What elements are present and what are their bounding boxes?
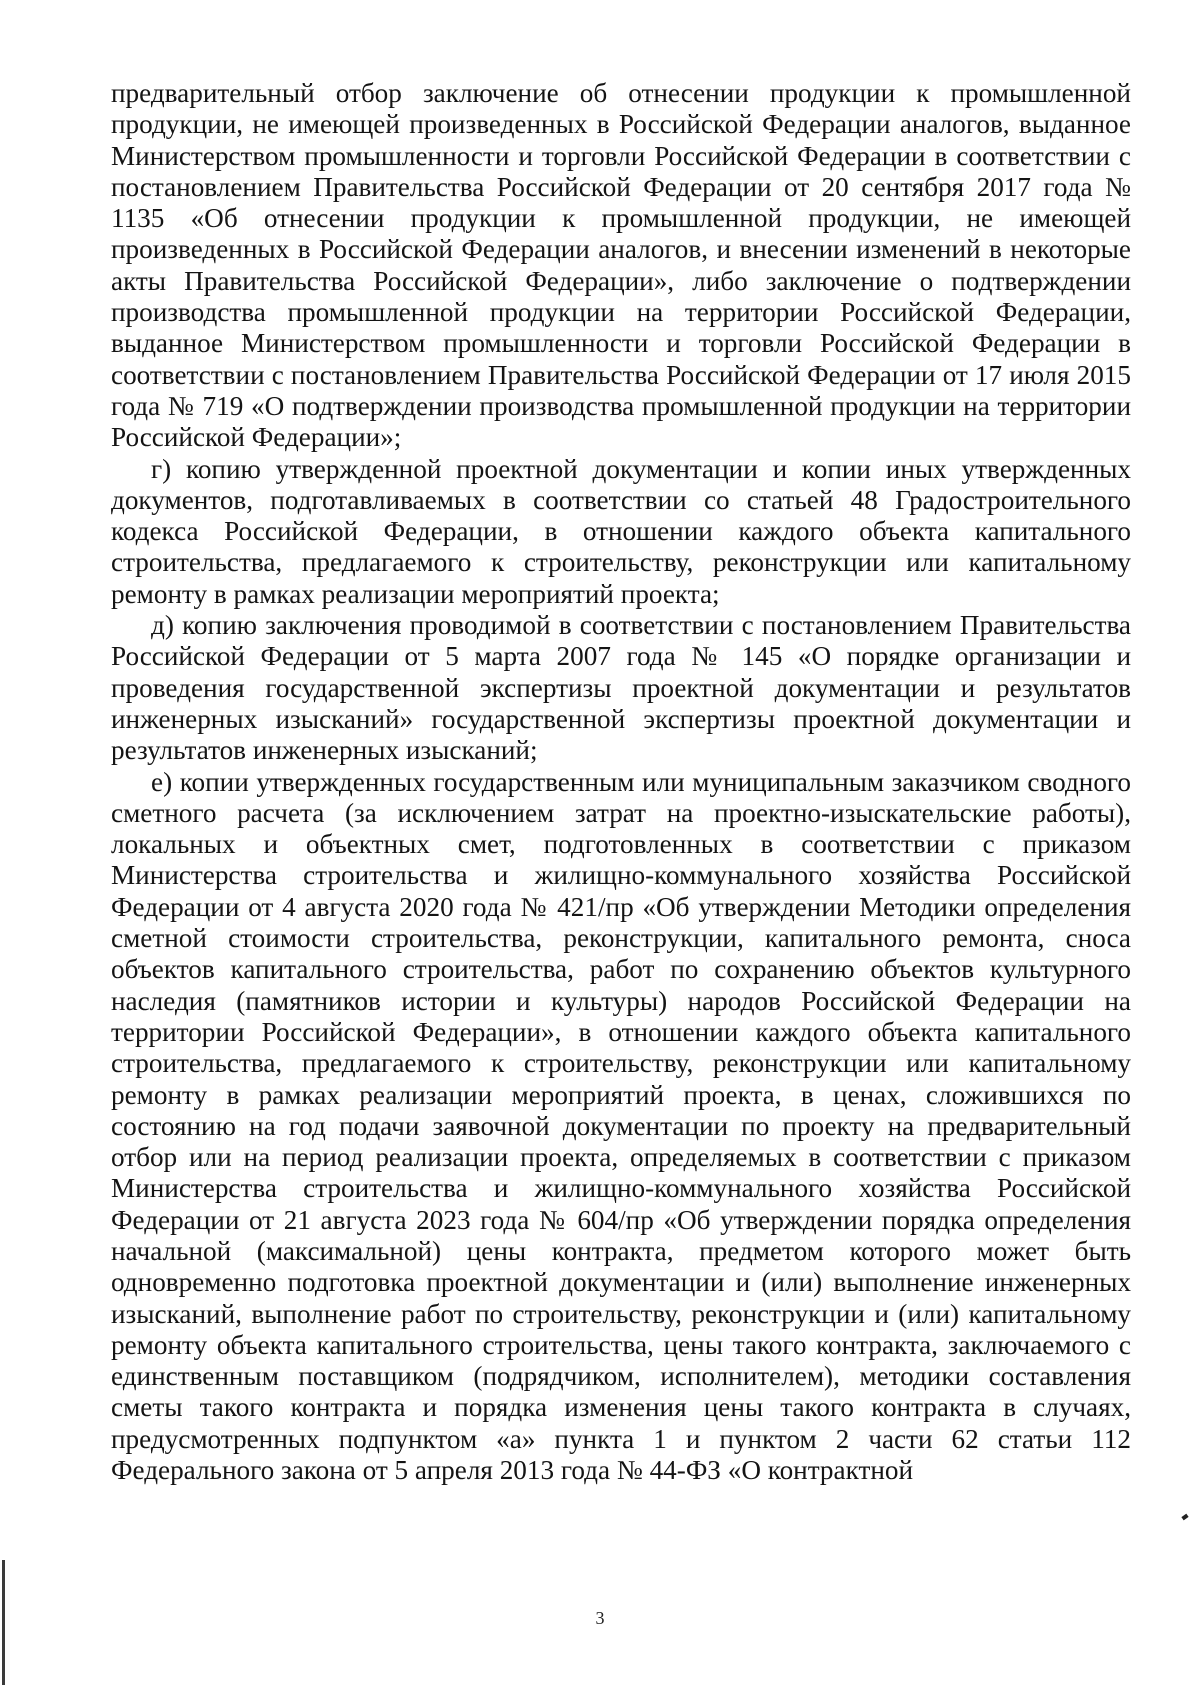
paragraph-continuation: предварительный отбор заключение об отнесении продукции к промышленной продукции, не имеющей произведенных в Российской Федерации аналогов, выданное Министерством промышленности и торговли Российской Федерации в соответствии с постановлением Правительства Российской Федерации от 20 сентября 2017 года № 1135 «Об отнесении продукции к промышленной продукции, не имеющей произведенных в Российской Федерации аналогов, и внесении изменений в некоторые акты Правительства Российской Федерации», либо заключение о подтверждении производства промышленной продукции на территории Российской Федерации, выданное Министерством промышленности и торговли Российской Федерации в соответствии с постановлением Правительства Российской Федерации от 17 июля 2015 года № 719 «О подтверждении производства промышленной продукции на территории Российской Федерации»; xyxy=(111,78,1131,453)
scan-speck-mark xyxy=(1181,1514,1188,1521)
page-number: 3 xyxy=(595,1608,605,1628)
paragraph-item-d: д) копию заключения проводимой в соответствии с постановлением Правительства Российской Федерации от 5 марта 2007 года № 145 «О порядке организации и проведения государственной экспертизы проектной документации и результатов инженерных изысканий» государственной экспертизы проектной документации и результатов инженерных изысканий; xyxy=(111,610,1131,766)
document-body xyxy=(111,78,1131,1486)
paragraph-item-g: г) копию утвержденной проектной документации и копии иных утвержденных документов, подготавливаемых в соответствии со статьей 48 Градостроительного кодекса Российской Федерации, в отношении каждого объекта капитального строительства, предлагаемого к строительству, реконструкции или капитальному ремонту в рамках реализации мероприятий проекта; xyxy=(111,453,1131,609)
paragraph-item-e: е) копии утвержденных государственным или муниципальным заказчиком сводного сметного расчета (за исключением затрат на проектно-изыскательские работы), локальных и объектных смет, подготовленных в соответствии с приказом Министерства строительства и жилищно-коммунального хозяйства Российской Федерации от 4 августа 2020 года № 421/пр «Об утверждении Методики определения сметной стоимости строительства, реконструкции, капитального ремонта, сноса объектов капитального строительства, работ по сохранению объектов культурного наследия (памятников истории и культуры) народов Российской Федерации на территории Российской Федерации», в отношении каждого объекта капитального строительства, предлагаемого к строительству, реконструкции или капитальному ремонту в рамках реализации мероприятий проекта, в ценах, сложившихся по состоянию на год подачи заявочной документации по проекту на предварительный отбор или на период реализации проекта, определяемых в соответствии с приказом Министерства строительства и жилищно-коммунального хозяйства Российской Федерации от 21 августа 2023 года № 604/пр «Об утверждении порядка определения начальной (максимальной) цены контракта, предметом которого может быть одновременно подготовка проектной документации и (или) выполнение инженерных изысканий, выполнение работ по строительству, реконструкции и (или) капитальному ремонту объекта капитального строительства, цены такого контракта, заключаемого с единственным поставщиком (подрядчиком, исполнителем), методики составления сметы такого контракта и порядка изменения цены такого контракта в случаях, предусмотренных подпунктом «а» пункта 1 и пунктом 2 части 62 статьи 112 Федерального закона от 5 апреля 2013 года № 44-ФЗ «О контрактной xyxy=(111,766,1131,1486)
scan-edge-mark xyxy=(2,1560,5,1685)
